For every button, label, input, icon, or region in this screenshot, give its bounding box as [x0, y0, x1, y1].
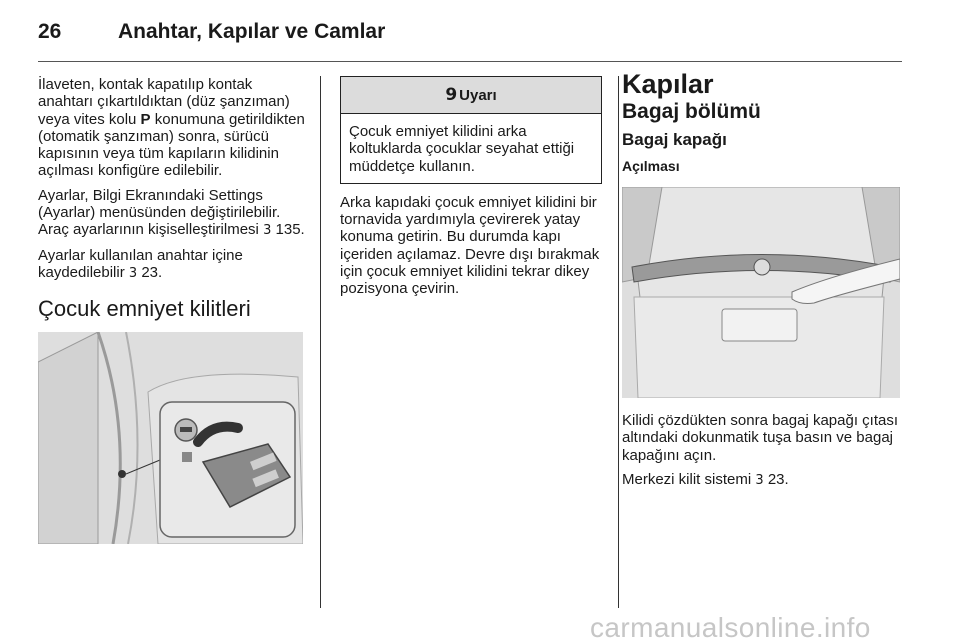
- column-right: [622, 69, 904, 496]
- section-title: Kapılar: [622, 69, 714, 99]
- central-lock-text: Merkezi kilit sistemi: [622, 471, 752, 489]
- column-divider-left: [320, 76, 321, 608]
- watermark: carmanualsonline.info: [590, 612, 871, 643]
- column-left: [38, 76, 308, 544]
- child-lock-illustration: [38, 332, 303, 544]
- header-divider: [38, 61, 902, 62]
- settings-paragraph: [38, 187, 308, 240]
- child-lock-instructions: Arka kapıdaki çocuk emniyet kilidini bir tornavida yardımıyla çevirerek yatay konuma getirin. Bu durumda kapı içeriden açılamaz. Devre dışı bırakmak için çocuk emniyet kilidini tekrar dikey pozisyona çevirin.: [340, 193, 600, 298]
- subsection-title: Bagaj bölümü: [622, 100, 761, 124]
- xref-arrow-icon: 3: [263, 223, 272, 239]
- opening-heading: Açılması: [622, 157, 680, 174]
- intro-text-rest: konumuna getirildikten (otomatik şanzıman) sonra, sürücü kapısının veya tüm kapıların kilidinin açılması konfigüre edilebilir.: [38, 110, 305, 180]
- key-page-ref[interactable]: 23.: [141, 263, 163, 281]
- central-lock-paragraph: [622, 471, 904, 489]
- xref-arrow-icon: 3: [755, 473, 764, 489]
- intro-paragraph: [38, 76, 308, 180]
- warning-header: [341, 77, 601, 114]
- tailgate-illustration: [622, 187, 900, 398]
- settings-text: Ayarlar, Bilgi Ekranındaki Settings (Ayarlar) menüsünden değiştirilebilir. Araç ayarlarının kişiselleştirilmesi: [38, 186, 281, 239]
- child-lock-heading: Çocuk emniyet kilitleri: [38, 296, 251, 322]
- intro-text: İlaveten, kontak kapatılıp kontak anahtarı çıkartıldıktan (düz şanzıman) veya vites kolu: [38, 76, 290, 128]
- xref-arrow-icon: 3: [128, 265, 138, 281]
- warning-title: Uyarı: [459, 87, 497, 104]
- warning-text: Çocuk emniyet kilidini arka koltuklarda çocuklar seyahat ettiği müddetçe kullanın.: [349, 123, 575, 175]
- key-paragraph: [38, 247, 308, 283]
- central-lock-page-ref[interactable]: 23.: [767, 471, 789, 489]
- warning-box: [340, 76, 602, 184]
- opening-paragraph: Kilidi çözdükten sonra bagaj kapağı çıtası altındaki dokunmatik tuşa basın ve bagaj kapağını açın.: [622, 412, 898, 464]
- key-text: Ayarlar kullanılan anahtar içine kaydedilebilir: [38, 246, 243, 281]
- column-divider-right: [618, 76, 619, 608]
- page-number: 26: [38, 20, 62, 43]
- settings-page-ref[interactable]: 135.: [275, 221, 305, 239]
- gear-p-label: P: [140, 110, 151, 128]
- page-header: [0, 0, 960, 64]
- column-middle: [340, 76, 602, 305]
- chapter-title: Anahtar, Kapılar ve Camlar: [118, 20, 386, 43]
- sub-subsection-title: Bagaj kapağı: [622, 129, 727, 149]
- warning-icon: 9: [445, 85, 458, 105]
